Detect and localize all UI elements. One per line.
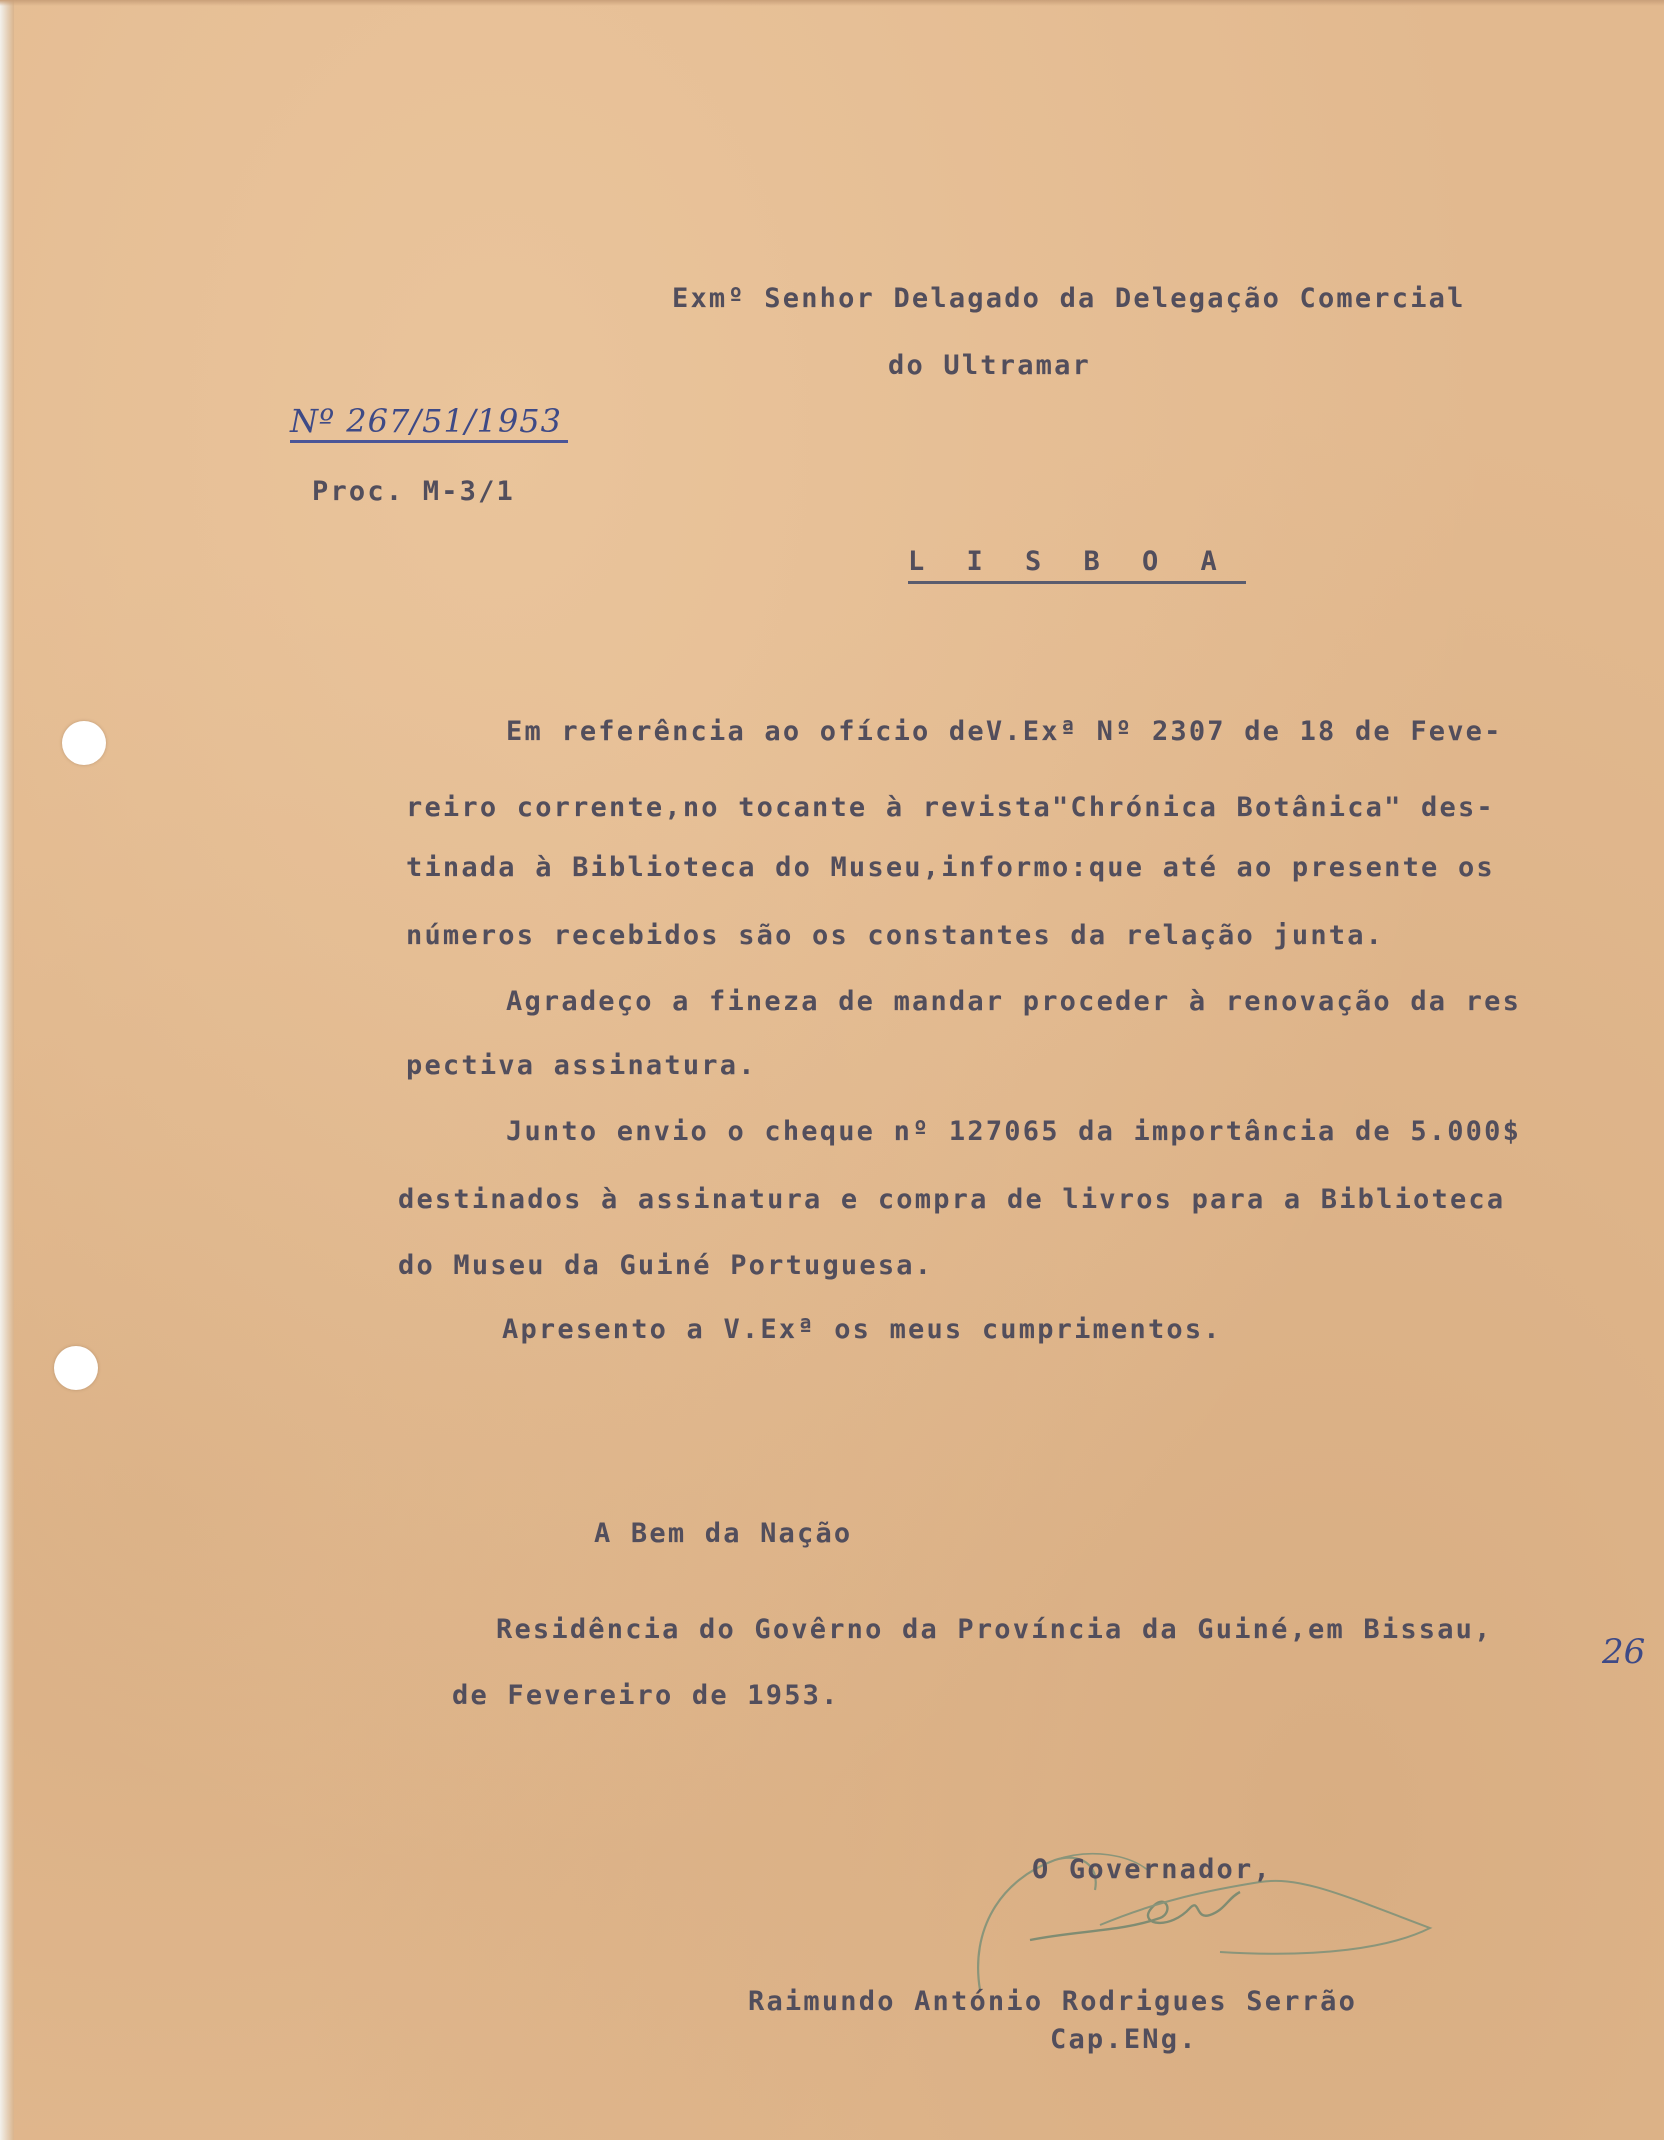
- handwritten-signature: [960, 1820, 1440, 2010]
- process-number: Proc. M-3/1: [312, 476, 516, 507]
- body-line-1: Em referência ao ofício deV.Exª Nº 2307 de 18 de Feve-: [506, 716, 1503, 747]
- addressee-line-1: Exmº Senhor Delagado da Delegação Comercial: [672, 283, 1466, 314]
- body-line-7: Junto envio o cheque nº 127065 da importância de 5.000$: [506, 1116, 1522, 1147]
- body-line-5: Agradeço a fineza de mandar proceder à renovação da res: [506, 986, 1522, 1017]
- paper-edge: [0, 0, 14, 2140]
- date-line-2: de Fevereiro de 1953.: [452, 1680, 840, 1711]
- reference-number: Nº 267/51/1953: [290, 402, 568, 443]
- city-heading: L I S B O A: [908, 546, 1246, 584]
- punch-hole-lower: [54, 1346, 98, 1390]
- date-line-1: Residência do Govêrno da Província da Guiné,em Bissau,: [496, 1614, 1493, 1645]
- addressee-line-2: do Ultramar: [888, 350, 1092, 381]
- body-line-10: Apresento a V.Exª os meus cumprimentos.: [502, 1314, 1222, 1345]
- body-line-9: do Museu da Guiné Portuguesa.: [398, 1250, 934, 1281]
- body-line-8: destinados à assinatura e compra de livros para a Biblioteca: [398, 1184, 1506, 1215]
- signer-rank: Cap.ENg.: [1050, 2024, 1198, 2055]
- closing-motto: A Bem da Nação: [594, 1518, 853, 1549]
- paper-top-edge: [0, 0, 1664, 6]
- body-line-6: pectiva assinatura.: [406, 1050, 757, 1081]
- body-line-3: tinada à Biblioteca do Museu,informo:que até ao presente os: [406, 852, 1495, 883]
- signer-name: Raimundo António Rodrigues Serrão: [748, 1986, 1358, 2017]
- signoff: O Governador,: [1032, 1854, 1272, 1885]
- handwritten-day: 26: [1602, 1632, 1646, 1672]
- punch-hole-upper: [62, 721, 106, 765]
- body-line-4: números recebidos são os constantes da relação junta.: [406, 920, 1385, 951]
- body-line-2: reiro corrente,no tocante à revista"Chrónica Botânica" des-: [406, 792, 1495, 823]
